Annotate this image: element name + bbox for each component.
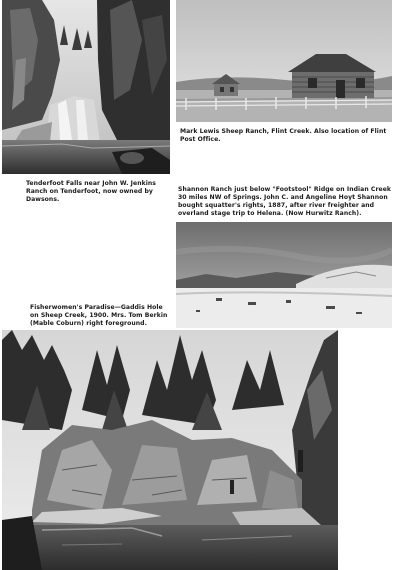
photo-tenderfoot-falls (2, 0, 170, 174)
photo-shannon-ranch (176, 222, 392, 328)
photo-sheep-ranch (176, 0, 392, 122)
caption-shannon-ranch: Shannon Ranch just below "Footstool" Ridge on Indian Creek 30 miles NW of Springs. John C. and Angeline Hoyt Shannon bought squatter's rights, 1887, after river freighter and overland stage trip to Helena. (Now Hurwitz Ranch). (178, 186, 392, 218)
caption-gaddis-hole: Fisherwomen's Paradise—Gaddis Hole on Sheep Creek, 1900. Mrs. Tom Berkin (Mable Coburn) right foreground. (30, 304, 168, 328)
caption-tenderfoot-falls: Tenderfoot Falls near John W. Jenkins Ranch on Tenderfoot, now owned by Dawsons. (26, 180, 156, 204)
photo-gaddis-hole (2, 330, 338, 570)
caption-sheep-ranch: Mark Lewis Sheep Ranch, Flint Creek. Also location of Flint Post Office. (180, 128, 387, 144)
